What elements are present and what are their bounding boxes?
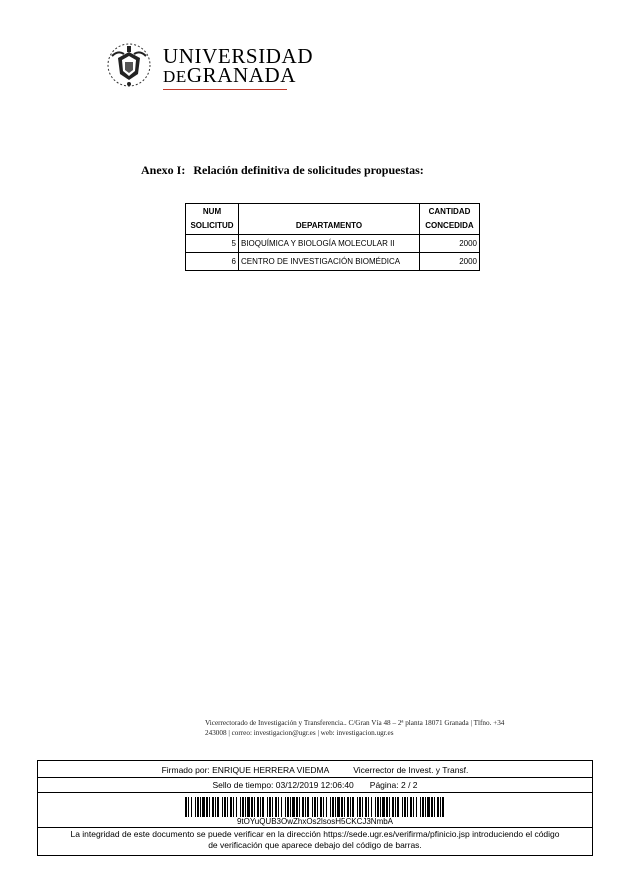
signer-row (38, 763, 592, 778)
signer-name: ENRIQUE HERRERA VIEDMA (212, 765, 330, 775)
annex-title: Relación definitiva de solicitudes propuestas: (193, 163, 424, 177)
signature-box (37, 760, 593, 856)
col-header-num: NUM SOLICITUD (186, 204, 239, 235)
integrity-line2: de verificación que aparece debajo del código de barras. (208, 840, 422, 850)
cell-amount: 2000 (420, 235, 480, 253)
signed-by-label: Firmado por: (161, 765, 210, 775)
table-row (186, 253, 480, 271)
university-name-main: GRANADA (186, 63, 297, 87)
cell-amount: 2000 (420, 253, 480, 271)
col-header-amount: CANTIDAD CONCEDIDA (420, 204, 480, 235)
header-accent-rule (163, 89, 287, 90)
timestamp-value: 03/12/2019 12:06:40 (275, 780, 354, 790)
verification-code: 9tOYuQUB3OwZhxOs2lsosH5CKCJ3NmbA (236, 817, 394, 826)
table-header-row (186, 204, 480, 235)
page-value: 2 / 2 (401, 780, 418, 790)
university-crest-icon (106, 40, 152, 90)
address-line1: Vicerrectorado de Investigación y Transferencia.. C/Gran Vía 48 – 2ª planta 18071 Granada | Tlfno. +34 (205, 719, 505, 727)
barcode-icon (185, 797, 445, 817)
barcode-row (38, 793, 592, 828)
university-name-line2 (163, 64, 296, 88)
annex-heading (141, 163, 424, 178)
timestamp-row (38, 778, 592, 793)
integrity-note (38, 829, 592, 851)
university-name-line1: UNIVERSIDAD (163, 44, 314, 68)
cell-num: 5 (186, 235, 239, 253)
requests-table (185, 203, 480, 271)
address-footer (205, 718, 535, 738)
integrity-line1: La integridad de este documento se puede verificar en la dirección https://sede.ugr.es/verifirma/pfinicio.jsp introduciendo el código (70, 829, 560, 839)
cell-num: 6 (186, 253, 239, 271)
page-label: Página: (369, 780, 399, 790)
cell-department: CENTRO DE INVESTIGACIÓN BIOMÉDICA (239, 253, 420, 271)
university-name-prefix: DE (163, 67, 187, 86)
annex-label: Anexo I: (141, 163, 186, 177)
address-line2: 243008 | correo: investigacion@ugr.es | web: investigacion.ugr.es (205, 729, 394, 737)
table-row (186, 235, 480, 253)
col-header-department: DEPARTAMENTO (239, 204, 420, 235)
signer-role: Vicerrector de Invest. y Transf. (353, 765, 469, 775)
cell-department: BIOQUÍMICA Y BIOLOGÍA MOLECULAR II (239, 235, 420, 253)
timestamp-label: Sello de tiempo: (212, 780, 274, 790)
